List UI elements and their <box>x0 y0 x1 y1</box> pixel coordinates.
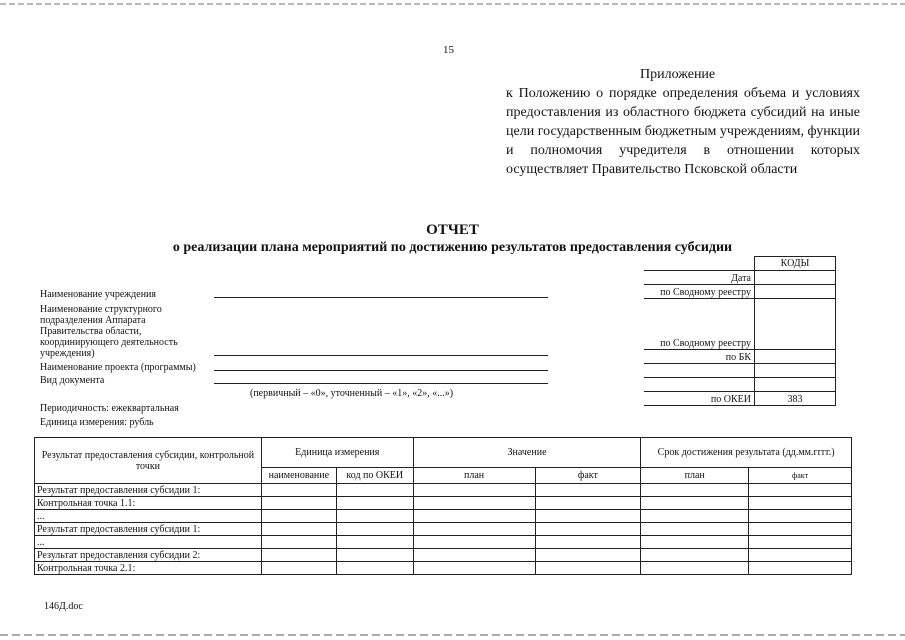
header-unit: Единица измерения <box>261 438 413 468</box>
field-line-project[interactable] <box>214 370 548 371</box>
table-cell[interactable] <box>641 523 749 536</box>
codes-date-label: Дата <box>644 271 755 285</box>
table-cell[interactable] <box>336 549 413 562</box>
table-cell[interactable] <box>535 536 641 549</box>
codes-registry-value-1[interactable] <box>755 285 836 299</box>
table-cell[interactable] <box>535 562 641 575</box>
table-cell[interactable] <box>749 523 852 536</box>
row-label: Контрольная точка 2.1: <box>35 562 262 575</box>
table-cell[interactable] <box>535 523 641 536</box>
codes-registry-label-2: по Сводному реестру <box>644 299 755 350</box>
table-cell[interactable] <box>413 562 535 575</box>
field-label-structural-unit: Наименование структурного подразделения Аппарата Правительства области, координирующего деятельность учреждения) <box>40 304 178 359</box>
table-cell[interactable] <box>535 484 641 497</box>
table-cell[interactable] <box>261 536 336 549</box>
page-number: 15 <box>443 44 454 56</box>
header-unit-name: наименование <box>261 468 336 484</box>
table-cell[interactable] <box>749 549 852 562</box>
row-label: ... <box>35 510 262 523</box>
codes-bk-label: по БК <box>644 350 755 364</box>
header-unit-code: код по ОКЕИ <box>336 468 413 484</box>
codes-header: КОДЫ <box>755 257 836 271</box>
field-label-project: Наименование проекта (программы) <box>40 362 196 373</box>
table-cell[interactable] <box>535 510 641 523</box>
table-cell[interactable] <box>413 510 535 523</box>
field-label-document-type: Вид документа <box>40 375 105 386</box>
table-cell[interactable] <box>336 523 413 536</box>
table-cell[interactable] <box>261 523 336 536</box>
unit-label: Единица измерения: рубль <box>40 417 154 428</box>
periodicity-label: Периодичность: ежеквартальная <box>40 403 179 414</box>
header-value-plan: план <box>413 468 535 484</box>
table-cell[interactable] <box>535 497 641 510</box>
codes-okei-value: 383 <box>755 392 836 406</box>
field-line-institution[interactable] <box>214 297 548 298</box>
table-cell[interactable] <box>261 549 336 562</box>
codes-spacer-value-2[interactable] <box>755 378 836 392</box>
row-label: ... <box>35 536 262 549</box>
document-type-hint: (первичный – «0», уточненный – «1», «2», «...») <box>250 388 454 399</box>
table-cell[interactable] <box>641 536 749 549</box>
row-label: Контрольная точка 1.1: <box>35 497 262 510</box>
footer-doc-name: 146Д.doc <box>44 601 83 612</box>
table-cell[interactable] <box>413 484 535 497</box>
appendix-text: к Положению о порядке определения объема и условиях предоставления из областного бюджета субсидий на иные цели государственным бюджетным учреждениям, функции и полномочия учредителя в отношении которых осуществляет Правительство Псковской области <box>506 86 860 177</box>
table-cell[interactable] <box>749 497 852 510</box>
table-row <box>35 510 852 523</box>
table-cell[interactable] <box>641 562 749 575</box>
report-title: ОТЧЕТ <box>426 222 479 238</box>
scan-artifact-top <box>0 3 905 5</box>
table-cell[interactable] <box>749 510 852 523</box>
header-deadline-plan: план <box>641 468 749 484</box>
table-row <box>35 497 852 510</box>
table-cell[interactable] <box>261 562 336 575</box>
row-label: Результат предоставления субсидии 2: <box>35 549 262 562</box>
field-line-document-type[interactable] <box>214 383 548 384</box>
table-cell[interactable] <box>261 497 336 510</box>
row-label: Результат предоставления субсидии 1: <box>35 523 262 536</box>
row-label: Результат предоставления субсидии 1: <box>35 484 262 497</box>
report-subtitle: о реализации плана мероприятий по достижению результатов предоставления субсидии <box>172 240 733 255</box>
table-cell[interactable] <box>749 562 852 575</box>
header-result: Результат предоставления субсидии, контрольной точки <box>35 438 262 484</box>
table-cell[interactable] <box>641 549 749 562</box>
table-row <box>35 484 852 497</box>
table-row <box>35 562 852 575</box>
scan-artifact-bottom <box>0 634 905 636</box>
results-table <box>34 437 852 575</box>
appendix-title: Приложение <box>640 67 716 82</box>
header-value: Значение <box>413 438 641 468</box>
codes-okei-label: по ОКЕИ <box>644 392 755 406</box>
table-cell[interactable] <box>261 484 336 497</box>
field-label-institution: Наименование учреждения <box>40 289 157 300</box>
table-row <box>35 523 852 536</box>
table-row <box>35 549 852 562</box>
table-cell[interactable] <box>413 549 535 562</box>
table-cell[interactable] <box>535 549 641 562</box>
codes-date-value[interactable] <box>755 271 836 285</box>
codes-spacer-value[interactable] <box>755 364 836 378</box>
codes-spacer-label-2 <box>644 378 755 392</box>
codes-table <box>644 256 836 406</box>
table-cell[interactable] <box>749 484 852 497</box>
codes-spacer-label <box>644 364 755 378</box>
codes-registry-value-2[interactable] <box>755 299 836 350</box>
header-deadline-fact: факт <box>749 468 852 484</box>
table-cell[interactable] <box>641 484 749 497</box>
table-row <box>35 536 852 549</box>
field-line-structural-unit[interactable] <box>214 355 548 356</box>
table-cell[interactable] <box>413 497 535 510</box>
header-deadline: Срок достижения результата (дд.мм.гггг.) <box>641 438 852 468</box>
table-cell[interactable] <box>336 497 413 510</box>
header-value-fact: факт <box>535 468 641 484</box>
codes-registry-label-1: по Сводному реестру <box>644 285 755 299</box>
table-cell[interactable] <box>336 562 413 575</box>
table-cell[interactable] <box>749 536 852 549</box>
codes-bk-value[interactable] <box>755 350 836 364</box>
table-cell[interactable] <box>413 523 535 536</box>
table-cell[interactable] <box>641 497 749 510</box>
table-cell[interactable] <box>641 510 749 523</box>
codes-empty-cell <box>644 257 755 271</box>
table-cell[interactable] <box>336 510 413 523</box>
table-cell[interactable] <box>413 536 535 549</box>
table-cell[interactable] <box>261 510 336 523</box>
table-cell[interactable] <box>336 484 413 497</box>
table-cell[interactable] <box>336 536 413 549</box>
appendix-text-block <box>506 84 860 179</box>
